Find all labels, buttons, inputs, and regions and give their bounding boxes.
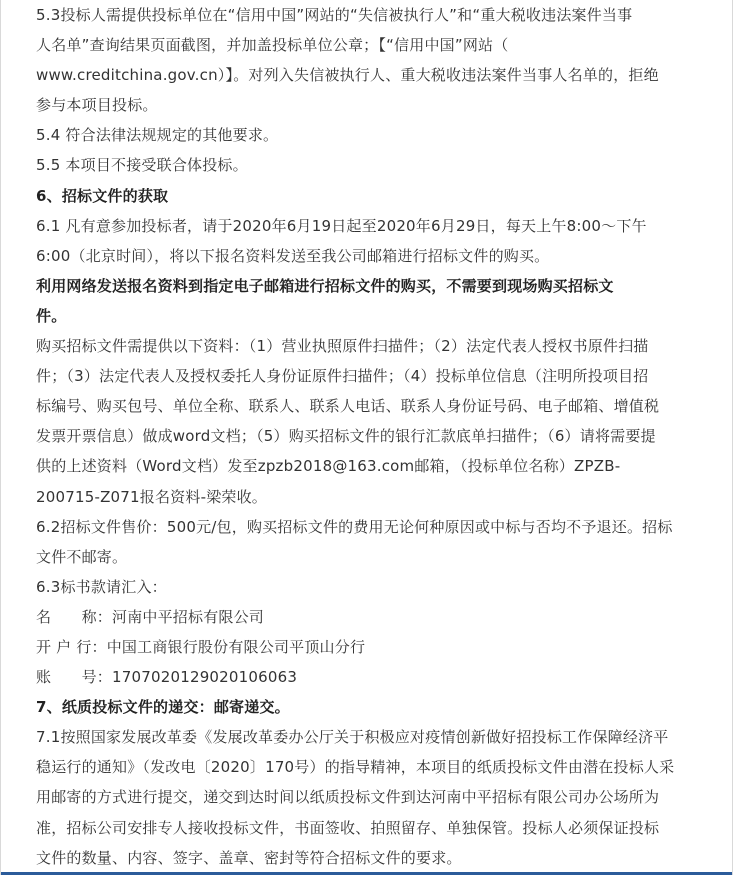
section-heading-line: 件。	[36, 306, 67, 325]
paragraph-line: 人名单”查询结果页面截图，并加盖投标单位公章；【“信用中国”网站（	[36, 36, 509, 55]
paragraph-line: 7.1按照国家发展改革委《发展改革委办公厅关于积极应对疫情创新做好招投标工作保障经济平	[36, 728, 669, 747]
paragraph-line: 文件不邮寄。	[36, 547, 128, 566]
paragraph-line: 名 称：河南中平招标有限公司	[36, 607, 265, 626]
paragraph-line: 参与本项目投标。	[36, 96, 158, 115]
paragraph-line: 文件的数量、内容、签字、盖章、密封等符合招标文件的要求。	[36, 848, 462, 867]
paragraph-line: 准，招标公司安排专人接收投标文件，书面签收、拍照留存、单独保管。投标人必须保证投标	[36, 818, 660, 837]
paragraph-line: 5.3投标人需提供投标单位在“信用中国”网站的“失信被执行人”和“重大税收违法案件当事	[36, 6, 633, 24]
paragraph-line: 5.5 本项目不接受联合体投标。	[36, 156, 248, 175]
paragraph-line: 5.4 符合法律法规规定的其他要求。	[36, 126, 279, 145]
paragraph-line: 购买招标文件需提供以下资料：（1）营业执照原件扫描件；（2）法定代表人授权书原件扫描	[36, 337, 649, 356]
paragraph-line: 6.1 凡有意参加投标者，请于2020年6月19日起至2020年6月29日，每天上午8:00～下午	[36, 216, 647, 235]
paragraph-line: 件；（3）法定代表人及授权委托人身份证原件扫描件；（4）投标单位信息（注明所投项目招	[36, 367, 649, 386]
paragraph-line: 6:00（北京时间），将以下报名资料发送至我公司邮箱进行招标文件的购买。	[36, 246, 550, 265]
section-heading-line: 7、纸质投标文件的递交：邮寄递交。	[36, 698, 290, 717]
paragraph-line: 6.3标书款请汇入：	[36, 577, 167, 596]
paragraph-line: 开 户 行：中国工商银行股份有限公司平顶山分行	[36, 637, 366, 656]
paragraph-line: 发票开票信息）做成word文档；（5）购买招标文件的银行汇款底单扫描件；（6）请将需要提	[36, 427, 656, 446]
paragraph-line: 供的上述资料（Word文档）发至zpzb2018@163.com邮箱，（投标单位名称）ZPZB-	[36, 457, 621, 476]
paragraph-line: 用邮寄的方式进行提交，递交到达时间以纸质投标文件到达河南中平招标有限公司办公场所为	[36, 788, 660, 807]
section-heading-line: 利用网络发送报名资料到指定电子邮箱进行招标文件的购买，不需要到现场购买招标文	[36, 276, 614, 295]
paragraph-line: 稳运行的通知》（发改电〔2020〕170号）的指导精神，本项目的纸质投标文件由潜在投标人采	[36, 758, 675, 777]
document-body	[36, 0, 704, 873]
paragraph-line: www.creditchina.gov.cn）】。对列入失信被执行人、重大税收违法案件当事人名单的，拒绝	[36, 66, 659, 85]
paragraph-line: 200715-Z071报名资料-梁荣收。	[36, 487, 267, 506]
paragraph-line: 6.2招标文件售价：500元/包，购买招标文件的费用无论何种原因或中标与否均不予退还。招标	[36, 517, 673, 536]
paragraph-line: 标编号、购买包号、单位全称、联系人、联系人电话、联系人身份证号码、电子邮箱、增值税	[36, 397, 660, 416]
section-heading-line: 6、招标文件的获取	[36, 186, 169, 205]
paragraph-line: 账 号：1707020129020106063	[36, 668, 298, 687]
